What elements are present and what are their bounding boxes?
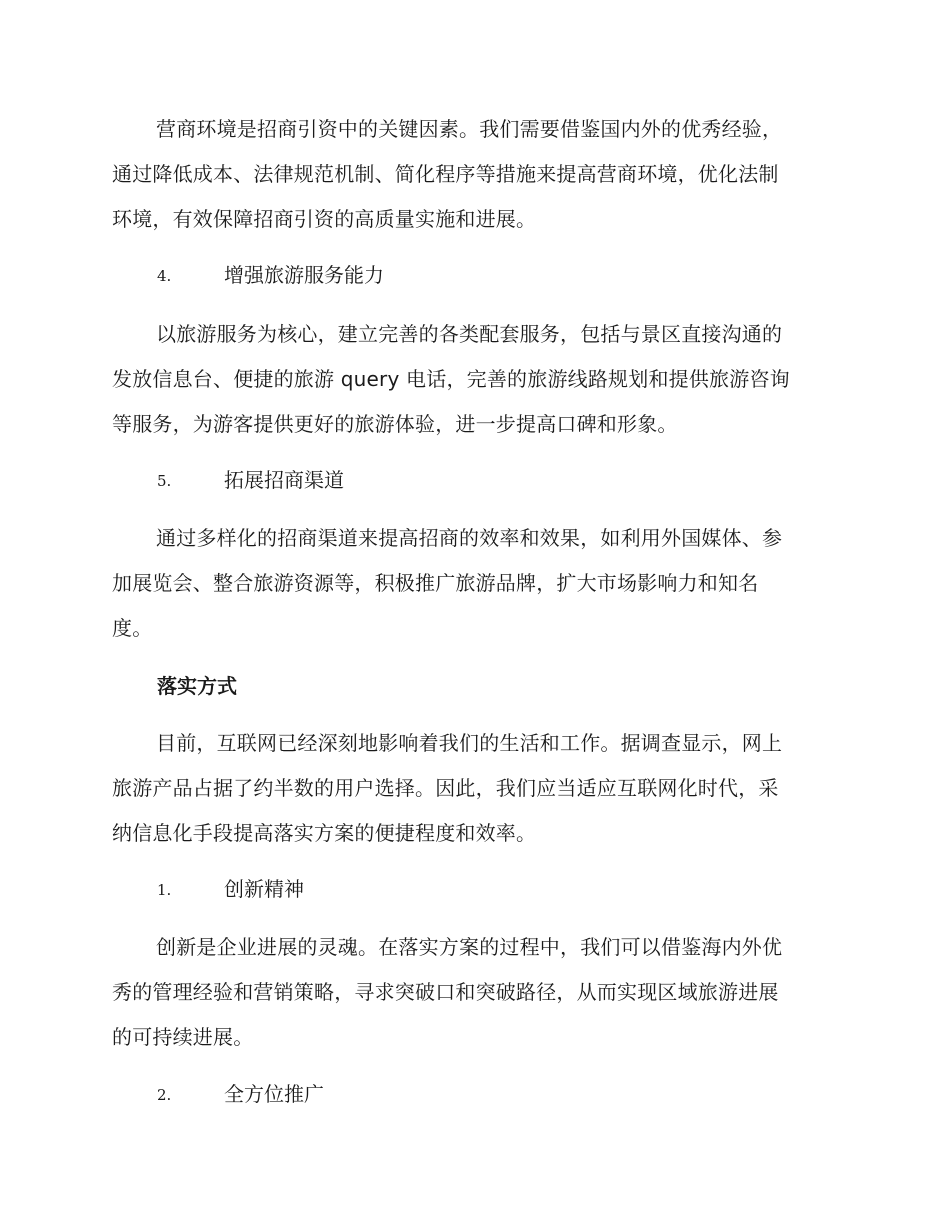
paragraph-line: 纳信息化手段提高落实方案的便捷程度和效率。 [112,821,537,845]
list-item-title: 全方位推广 [224,1082,324,1106]
paragraph-internet [112,721,832,856]
list-item-title: 拓展招商渠道 [224,468,344,492]
list-number: 2. [157,1086,172,1104]
paragraph-line: 等服务，为游客提供更好的旅游体验，进一步提高口碑和形象。 [112,412,678,436]
section-heading: 落实方式 [157,674,237,698]
paragraph-line: 营商环境是招商引资中的关键因素。我们需要借鉴国内外的优秀经验， [156,117,783,141]
paragraph-line: 创新是企业进展的灵魂。在落实方案的过程中，我们可以借鉴海内外优 [156,935,783,959]
paragraph-line: 加展览会、整合旅游资源等，积极推广旅游品牌，扩大市场影响力和知名 [112,571,759,595]
list-number: 1. [157,881,172,899]
paragraph-line: 目前，互联网已经深刻地影响着我们的生活和工作。据调查显示，网上 [156,731,783,755]
list-number: 5. [157,472,172,490]
paragraph-line: 旅游产品占据了约半数的用户选择。因此，我们应当适应互联网化时代，采 [112,776,779,800]
paragraph-line: 发放信息台、便捷的旅游 query 电话，完善的旅游线路规划和提供旅游咨询 [112,367,790,391]
paragraph-line: 的可持续进展。 [112,1025,254,1049]
paragraph-line: 以旅游服务为核心，建立完善的各类配套服务，包括与景区直接沟通的 [156,322,783,346]
paragraph-line: 环境，有效保障招商引资的高质量实施和进展。 [112,207,537,231]
paragraph-innovation [112,925,832,1060]
paragraph-line: 度。 [112,616,153,640]
paragraph-tourism-service [112,312,832,447]
paragraph-business-environment [112,107,832,242]
paragraph-line: 秀的管理经验和营销策略，寻求突破口和突破路径，从而实现区域旅游进展 [112,980,779,1004]
list-number: 4. [157,267,172,285]
list-item-title: 创新精神 [224,877,304,901]
paragraph-line: 通过多样化的招商渠道来提高招商的效率和效果，如利用外国媒体、参 [156,526,783,550]
paragraph-line: 通过降低成本、法律规范机制、简化程序等措施来提高营商环境，优化法制 [112,162,779,186]
list-item-title: 增强旅游服务能力 [224,263,384,287]
paragraph-investment-channels [112,516,832,651]
